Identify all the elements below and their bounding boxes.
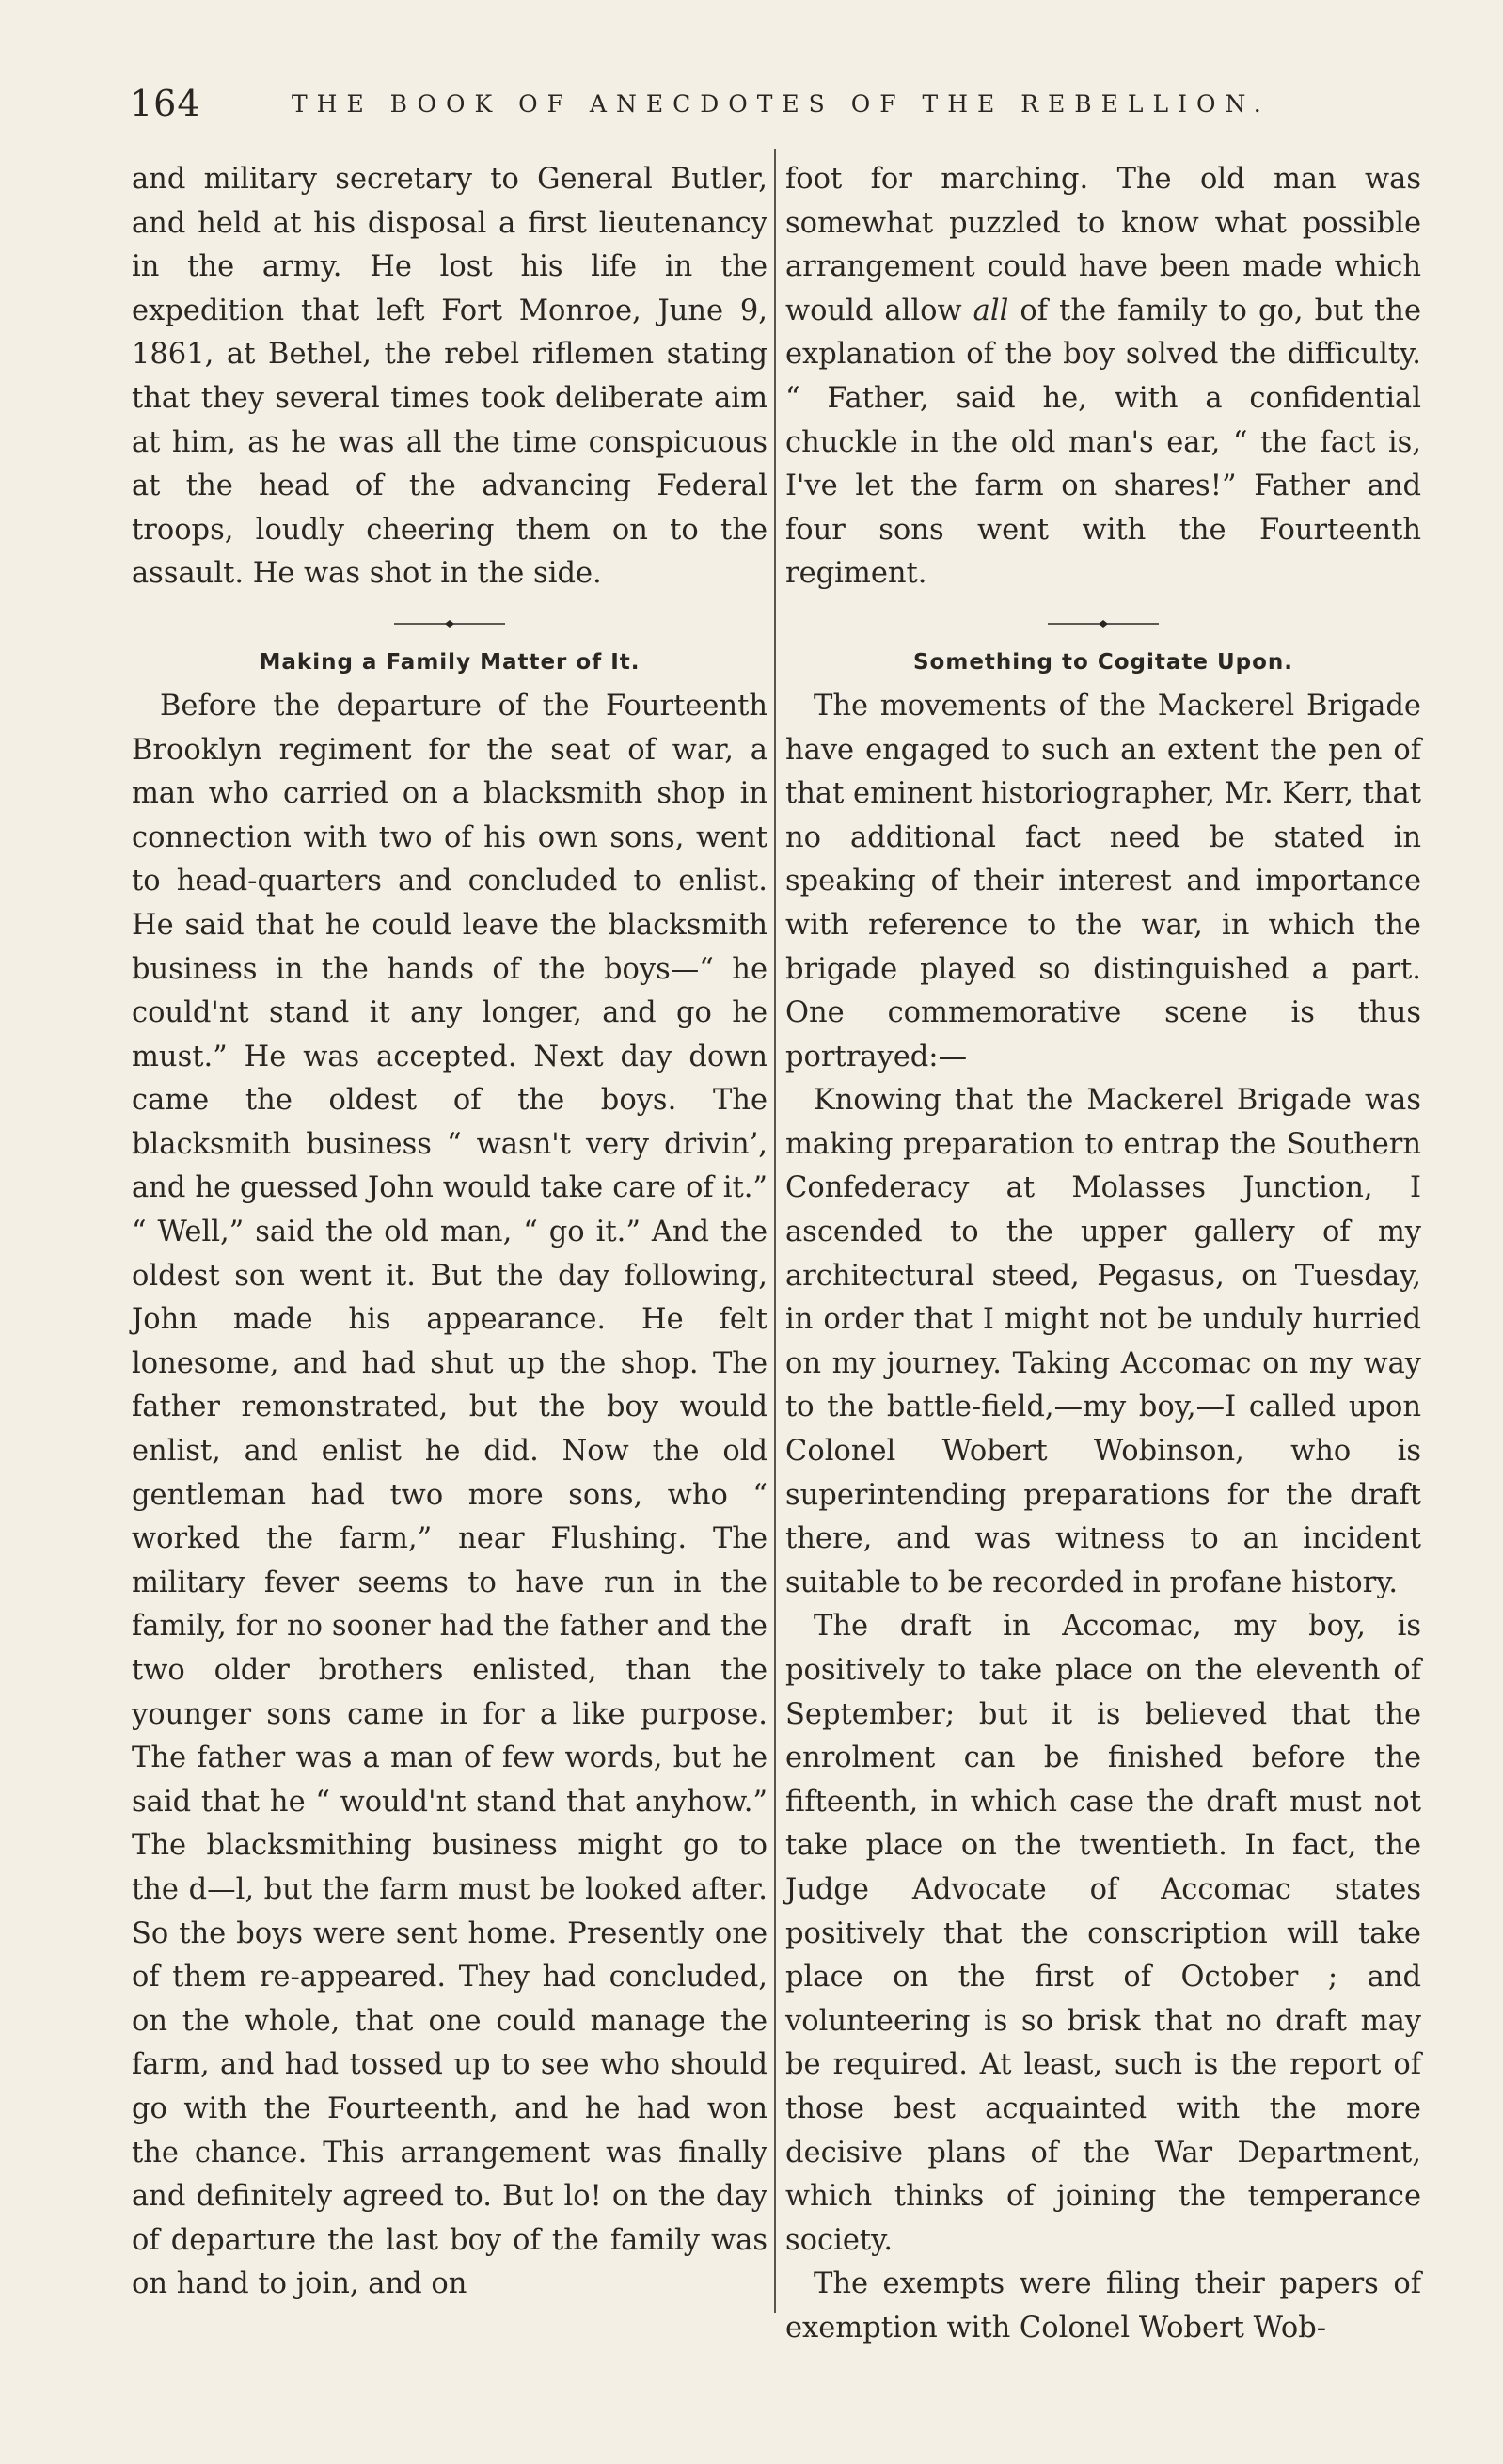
section-heading: Something to Cogitate Upon. [912, 649, 1294, 675]
left-column [132, 158, 767, 2307]
page-number: 164 [130, 83, 201, 124]
anecdote-paragraph: The movements of the Mackerel Brigade have engaged to such an extent the pen of that eminent historiographer, Mr. Kerr, that no additional fact need be stated in speaking of their interest and importance with reference to the war, in which the brigade played so distinguished a part. One commemorative scene is thus portrayed:— [785, 689, 1421, 1073]
continued-text-end: of the family to go, but the explanation of the boy solved the difficulty. “ Father, said he, with a confidential chuckle in the old man's ear, “ the fact is, I've let the farm on shares!” Father and four sons went with the Fourteenth regiment. [785, 294, 1421, 591]
emphasized-word: all [973, 294, 1009, 327]
section-separator-ornament [1048, 617, 1159, 630]
section-heading: Making a Family Matter of It. [259, 649, 641, 675]
continued-text-start: foot for marching. The old man was somewhat puzzled to know what possible arrangement could have been made which would allow [785, 163, 1421, 327]
continued-paragraph: and military secretary to General Butler, and held at his disposal a first lieutenancy in the army. He lost his life in the expedition that left Fort Monroe, June 9, 1861, at Bethel, the rebel riflemen stating that they several times took deliberate aim at him, as he was all the time conspicuous at the head of the advancing Federal troops, loudly cheering them on to the assault. He was shot in the side. [132, 163, 767, 591]
anecdote-paragraph: Before the departure of the Fourteenth Brooklyn regiment for the seat of war, a man who carried on a blacksmith shop in connection with two of his own sons, went to head-quarters and concluded to enlist. He said that he could leave the blacksmith business in the hands of the boys—“ he could'nt stand it any longer, and go he must.” He was accepted. Next day down came the oldest of the boys. The blacksmith business “ wasn't very drivin’, and he guessed John would take care of it.” “ Well,” said the old man, “ go it.” And the oldest son went it. But the day following, John made his appearance. He felt lonesome, and had shut up the shop. The father remonstrated, but the boy would enlist, and enlist he did. Now the old gentleman had two more sons, who “ worked the farm,” near Flushing. The military fever seems to have run in the family, for no sooner had the father and the two older brothers enlisted, than the younger sons came in for a like purpose. The father was a man of few words, but he said that he “ would'nt stand that anyhow.” The blacksmithing business might go to the d—l, but the farm must be looked after. So the boys were sent home. Presently one of them re-appeared. They had concluded, on the whole, that one could manage the farm, and had tossed up to see who should go with the Fourteenth, and he had won the chance. This arrangement was finally and definitely agreed to. But lo! on the day of departure the last boy of the family was on hand to join, and on [132, 689, 767, 2301]
anecdote-paragraph: Knowing that the Mackerel Brigade was making preparation to entrap the Southern Confederacy at Molasses Junction, I ascended to the upper gallery of my architectural steed, Pegasus, on Tuesday, in order that I might not be unduly hurried on my journey. Taking Accomac on my way to the battle-field,—my boy,—I called upon Colonel Wobert Wobinson, who is superintending preparations for the draft there, and was witness to an incident suitable to be recorded in profane history. [785, 1084, 1421, 1599]
continued-paragraph [785, 158, 1421, 596]
page-header [130, 83, 1277, 130]
running-title: THE BOOK OF ANECDOTES OF THE REBELLION. [292, 90, 1271, 118]
column-divider [774, 149, 776, 2313]
right-column [785, 158, 1421, 2351]
section-separator-ornament [394, 617, 505, 630]
anecdote-paragraph: The exempts were filing their papers of exemption with Colonel Wobert Wob- [785, 2267, 1421, 2345]
anecdote-paragraph: The draft in Accomac, my boy, is positively to take place on the eleventh of September; but it is believed that the enrolment can be finished before the fifteenth, in which case the draft must not take place on the twentieth. In fact, the Judge Advocate of Accomac states positively that the conscription will take place on the first of October ; and volunteering is so brisk that no draft may be required. At least, such is the report of those best acquainted with the more decisive plans of the War Department, which thinks of joining the temperance society. [785, 1610, 1421, 2257]
